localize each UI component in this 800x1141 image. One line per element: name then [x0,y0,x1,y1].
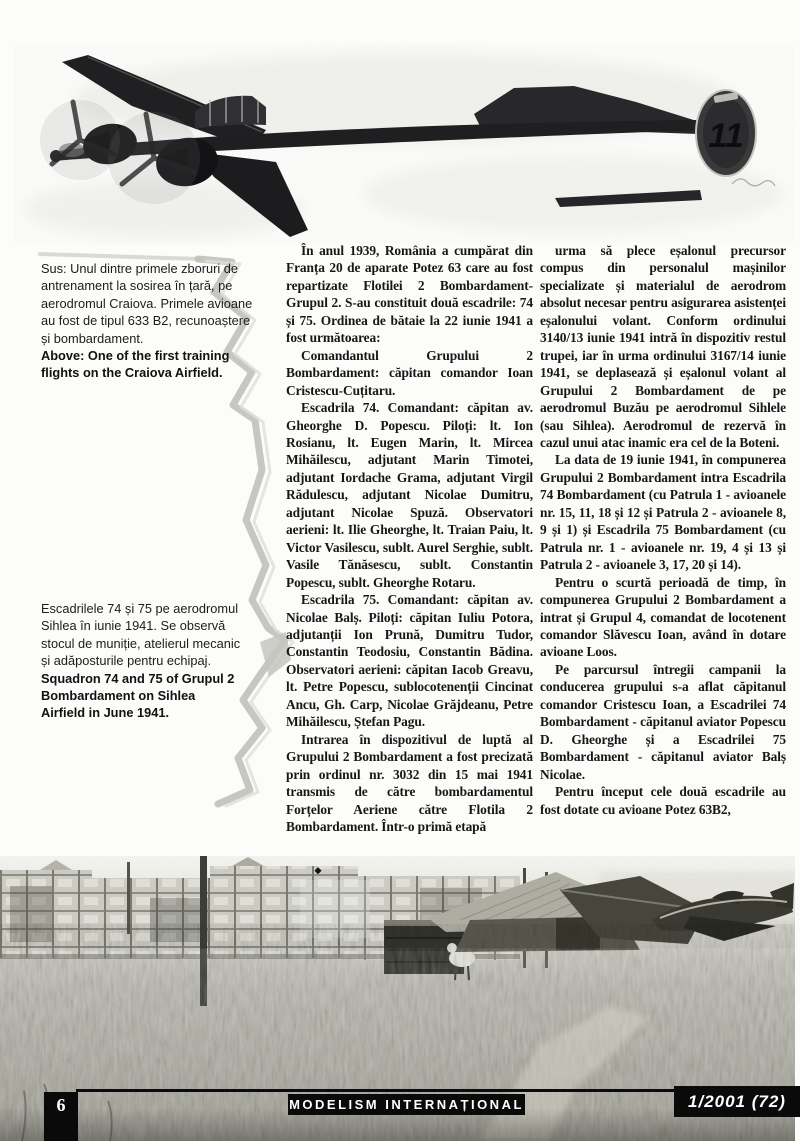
caption-english: Squadron 74 and 75 of Grupul 2 Bombardament on Sihlea Airfield in June 1941. [41,670,235,721]
article-column-1 [286,242,533,835]
paragraph: Comandantul Grupului 2 Bombardament: căpitan comandor Ioan Cristescu-Cuțitaru. [286,347,533,398]
paragraph: Pentru o scurtă perioadă de timp, în compunerea Grupului 2 Bombardament a intrat și Grupul 4, comandat de locotenent comandor Slăvescu Ioan, având în dotare avioane Loos. [540,574,786,660]
magazine-title: MODELISM INTERNAȚIONAL [288,1094,525,1115]
article-column-2 [540,242,786,818]
photo-caption-top [41,260,253,382]
paragraph: Escadrila 74. Comandant: căpitan av. Gheorghe D. Popescu. Piloți: lt. Ion Rosianu, lt. Eugen Marin, lt. Mircea Mihăilescu, adjutant Marin Timotei, adjutant Iordache Grama, adjutant Virgil Rădulescu, adjutant Nicolae Dumitru, adjutant Nicolae Spuză. Observatori aerieni: lt. Ilie Gheorghe, lt. Traian Paiu, lt. Victor Vasilescu, sublt. Aurel Serghie, sublt. Vasile Tănăsescu, sublt. Constantin Popescu, sublt. Gheorghe Rotaru. [286,400,533,590]
caption-romanian: Sus: Unul dintre primele zboruri de antrenament la sosirea în țară, pe aerodromul Craiova. Primele avioane au fost de tipul 633 B2, recunoaștere și bombardament. [41,261,253,346]
paragraph: În anul 1939, România a cumpărat din Franța 20 de aparate Potez 63 care au fost repartizate Flotilei 2 Bombardament-Grupul 2. S-au constituit două escadrile: 74 și 75. Ordinea de bătaie la 22 iunie 1941 a fost următoarea: [286,243,533,346]
footer-rule [76,1089,776,1092]
aircraft-in-flight-photo [14,44,794,244]
caption-romanian: Escadrilele 74 și 75 pe aerodromul Sihlea în iunie 1941. Se observă stocul de muniție, atelierul mecanic și adăposturile pentru echipaj. [41,601,241,669]
tail-number: 11 [708,117,744,155]
photo-caption-bottom [41,600,241,722]
caption-english: Above: One of the first training flights on the Craiova Airfield. [41,348,230,381]
page-number: 6 [44,1092,78,1141]
paragraph: Pentru început cele două escadrile au fost dotate cu avioane Potez 63B2, [540,784,786,817]
paragraph: Intrarea în dispozitivul de luptă al Grupului 2 Bombardament a fost precizată prin ordinul nr. 3032 din 15 mai 1941 transmis de către bombardamentul Forțelor Aeriene către Flotila 2 Bombardament. Într-o primă etapă [286,731,533,834]
paragraph: Escadrila 75. Comandant: căpitan av. Nicolae Balș. Piloți: căpitan Iuliu Potora, adjutanții Ion Prună, Dumitru Tudor, Constantin Teodosiu, Constantin Bădina. Observatori aerieni: căpitan Iacob Greavu, lt. Petre Popescu, sublocotenenții Cincinat Ancu, Gh. Carp, Nicolae Grăjdeanu, Petre Mihăilescu, Ștefan Pagu. [286,592,533,730]
paragraph: La data de 19 iunie 1941, în compunerea Grupului 2 Bombardament intra Escadrila 74 Bombardament (cu Patrula 1 - avioanele nr. 15, 11, 18 și 12 și Patrula 2 - avioanele 8, 9 și 1) și Escadrila 75 Bombardament (cu Patrula nr. 1 - avioanele nr. 19, 4 și 13 și Patrula 2 - avioanele 3, 17, 20 și 14). [540,452,786,573]
issue-number: 1/2001 (72) [674,1086,800,1117]
paragraph: urma să plece eșalonul precursor compus din personalul mașinilor specializate și materialul de aerodrom absolut necesar pentru asigurarea asistenței eșalonului volant. Conform ordinului 3140/13 iunie 1941 intră în dispozitiv restul trupei, iar în urma ordinului 3167/14 iunie 1941, se deplasează și eșalonul volant al Grupului 2 Bombardament de pe aerodromul Buzău pe aerodromul Sihlele (sau Sihlea). Aerodromul de rezervă în cazul unui atac inamic era cel de la Boteni. [540,243,786,450]
paragraph: Pe parcursul întregii campanii la conducerea grupului s-a aflat căpitanul comandor Cristescu Ioan, a Escadrilei 74 Bombardament - căpitanul aviator Popescu D. Gheorghe și a Escadrilei 75 Bombardament - căpitanul aviator Balș Nicolae. [540,661,786,782]
